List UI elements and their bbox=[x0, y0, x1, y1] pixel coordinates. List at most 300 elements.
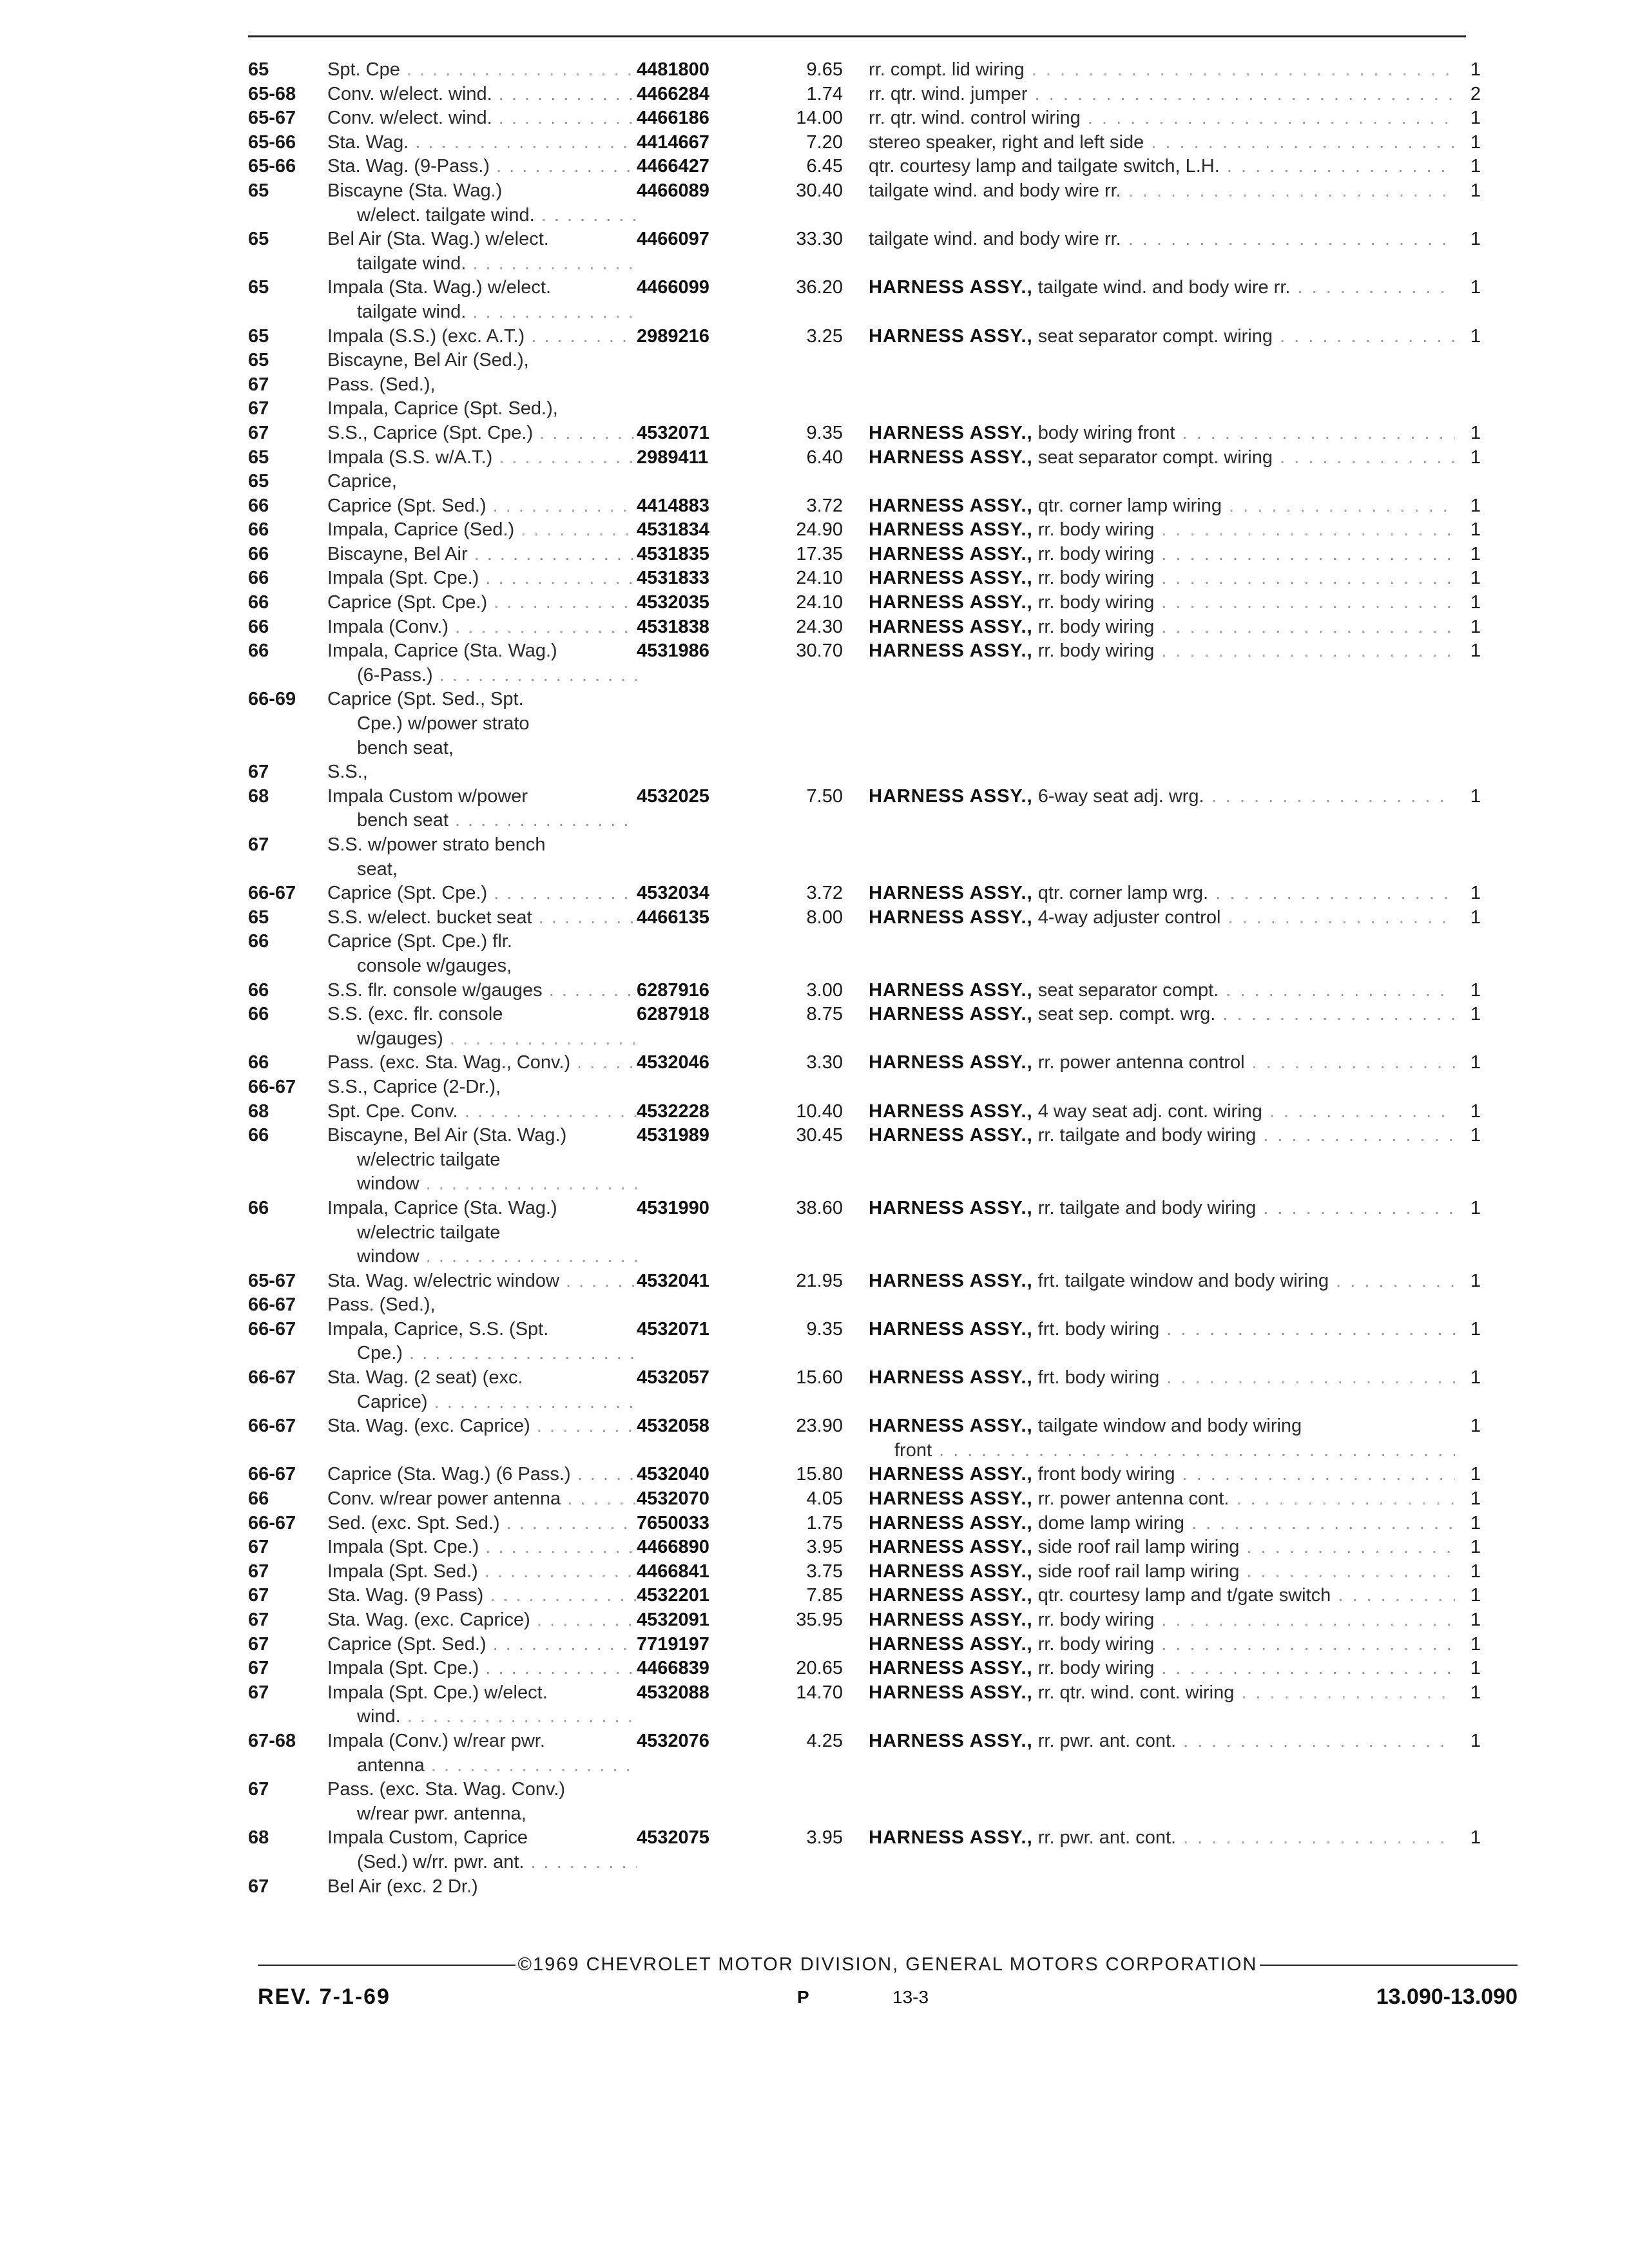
table-row bbox=[248, 1051, 1505, 1075]
list-price: 3.72 bbox=[806, 883, 843, 904]
model-description bbox=[327, 833, 637, 881]
quantity: 1 bbox=[1470, 1270, 1481, 1291]
model-year: 66 bbox=[248, 519, 269, 541]
description-line bbox=[869, 1439, 1455, 1463]
quantity: 1 bbox=[1470, 1052, 1481, 1073]
part-description bbox=[843, 518, 1455, 543]
model-year: 65 bbox=[248, 277, 269, 298]
model-line: window . . . bbox=[327, 1172, 637, 1196]
part-name: HARNESS ASSY., bbox=[869, 1004, 1033, 1025]
model-year: 66-67 bbox=[248, 1512, 296, 1533]
model-line: Impala (Conv.) w/rear pwr. bbox=[327, 1730, 545, 1751]
part-name: HARNESS ASSY., bbox=[869, 979, 1033, 1001]
model-description bbox=[327, 1681, 637, 1729]
model-year: 66 bbox=[248, 616, 269, 637]
model-line: Sta. Wag. w/electric window . . . bbox=[327, 1269, 637, 1294]
part-name: HARNESS ASSY., bbox=[869, 592, 1033, 613]
table-row bbox=[248, 1124, 1505, 1196]
model-line: w/electric tailgate bbox=[357, 1149, 501, 1170]
model-description bbox=[327, 227, 637, 276]
model-description bbox=[327, 1293, 637, 1318]
quantity: 1 bbox=[1470, 1730, 1481, 1751]
quantity: 1 bbox=[1470, 1004, 1481, 1025]
model-description bbox=[327, 1512, 637, 1536]
model-line: S.S., bbox=[327, 762, 368, 783]
part-detail: rr. power antenna cont. bbox=[1037, 1488, 1229, 1510]
model-line: Impala (Spt. Cpe.) w/elect. bbox=[327, 1682, 548, 1703]
model-year: 67 bbox=[248, 762, 269, 783]
model-line: console w/gauges, bbox=[357, 955, 512, 976]
model-line: Caprice (Spt. Cpe.) . . . bbox=[327, 591, 637, 615]
description-line bbox=[869, 1657, 1455, 1681]
table-row bbox=[248, 760, 1505, 785]
description-line bbox=[869, 566, 1455, 591]
part-detail: qtr. courtesy lamp and t/gate switch bbox=[1037, 1585, 1331, 1606]
list-price: 7.50 bbox=[806, 785, 843, 807]
part-number: 4532071 bbox=[637, 422, 709, 443]
part-description bbox=[843, 1318, 1455, 1342]
table-row bbox=[248, 1318, 1505, 1366]
table-row bbox=[248, 1075, 1505, 1100]
model-line: w/gauges) . . . bbox=[327, 1027, 637, 1052]
description-line bbox=[869, 1051, 1455, 1075]
part-name: HARNESS ASSY., bbox=[869, 1318, 1033, 1340]
quantity: 1 bbox=[1470, 616, 1481, 637]
part-name: HARNESS ASSY., bbox=[869, 907, 1033, 928]
model-line: Pass. (exc. Sta. Wag. Conv.) bbox=[327, 1779, 566, 1800]
table-row bbox=[248, 1269, 1505, 1294]
model-line: Impala (Sta. Wag.) w/elect. bbox=[327, 277, 552, 298]
model-description bbox=[327, 979, 637, 1003]
part-description bbox=[843, 155, 1455, 179]
part-name: HARNESS ASSY., bbox=[869, 1561, 1033, 1582]
description-line bbox=[869, 1463, 1455, 1487]
table-row bbox=[248, 543, 1505, 567]
model-line: Spt. Cpe . . . bbox=[327, 58, 637, 82]
model-year: 65 bbox=[248, 180, 269, 201]
list-price: 14.00 bbox=[796, 108, 843, 129]
quantity: 1 bbox=[1470, 1561, 1481, 1582]
part-detail: rr. body wiring bbox=[1037, 592, 1155, 613]
quantity: 1 bbox=[1470, 422, 1481, 443]
page-number: 13-3 bbox=[892, 1987, 929, 2007]
part-number: 4466841 bbox=[637, 1561, 709, 1582]
part-detail: rr. tailgate and body wiring bbox=[1037, 1125, 1257, 1146]
part-number: 4531834 bbox=[637, 519, 709, 541]
description-line bbox=[869, 1512, 1455, 1536]
model-line: Caprice (Spt. Sed.) . . . bbox=[327, 1633, 637, 1657]
model-line: Impala, Caprice (Sta. Wag.) bbox=[327, 1197, 557, 1218]
description-line bbox=[869, 906, 1455, 930]
quantity: 1 bbox=[1470, 1610, 1481, 1630]
description-line bbox=[869, 591, 1455, 615]
list-price: 3.72 bbox=[806, 495, 843, 516]
part-detail: dome lamp wiring bbox=[1037, 1512, 1184, 1533]
model-line: wind. . . . bbox=[327, 1705, 637, 1729]
model-year: 65-67 bbox=[248, 108, 296, 129]
table-row bbox=[248, 1366, 1505, 1414]
list-price: 4.05 bbox=[806, 1488, 843, 1510]
part-number: 4531838 bbox=[637, 616, 709, 637]
part-name: HARNESS ASSY., bbox=[869, 277, 1033, 298]
part-name: HARNESS ASSY., bbox=[869, 568, 1033, 589]
description-line bbox=[869, 1608, 1455, 1633]
part-description bbox=[843, 1560, 1455, 1584]
list-price: 24.10 bbox=[796, 592, 843, 613]
part-number: 4531833 bbox=[637, 568, 709, 589]
list-price: 3.75 bbox=[806, 1561, 843, 1582]
list-price: 6.45 bbox=[806, 156, 843, 177]
model-description bbox=[327, 615, 637, 640]
model-year: 68 bbox=[248, 785, 269, 807]
quantity: 1 bbox=[1470, 1318, 1481, 1340]
model-description bbox=[327, 1318, 637, 1366]
footer-rule-right bbox=[1260, 1965, 1518, 1966]
quantity: 1 bbox=[1470, 785, 1481, 807]
part-detail: tailgate wind. and body wire rr. bbox=[869, 229, 1121, 250]
description-line bbox=[869, 131, 1455, 155]
model-description bbox=[327, 446, 637, 470]
description-line bbox=[869, 494, 1455, 519]
quantity: 1 bbox=[1470, 1416, 1481, 1437]
table-row bbox=[248, 1293, 1505, 1318]
model-line: (6-Pass.) . . . bbox=[327, 664, 637, 688]
part-description bbox=[843, 591, 1455, 615]
model-description bbox=[327, 1003, 637, 1051]
model-description bbox=[327, 373, 637, 398]
part-number: 2989216 bbox=[637, 325, 709, 347]
quantity: 1 bbox=[1470, 59, 1481, 80]
part-number: 4532046 bbox=[637, 1052, 709, 1073]
table-row bbox=[248, 1512, 1505, 1536]
table-row bbox=[248, 155, 1505, 179]
model-description bbox=[327, 906, 637, 930]
model-year: 66-67 bbox=[248, 883, 296, 904]
part-description bbox=[843, 106, 1455, 131]
table-row bbox=[248, 1657, 1505, 1681]
part-detail: front bbox=[894, 1439, 932, 1461]
part-description bbox=[843, 1535, 1455, 1560]
description-line bbox=[869, 1100, 1455, 1124]
model-description bbox=[327, 881, 637, 906]
table-row bbox=[248, 906, 1505, 930]
part-number: 4532057 bbox=[637, 1367, 709, 1389]
part-detail: body wiring front bbox=[1037, 422, 1175, 443]
table-row bbox=[248, 1584, 1505, 1608]
quantity: 1 bbox=[1470, 447, 1481, 468]
part-detail: stereo speaker, right and left side bbox=[869, 131, 1144, 153]
model-line: Impala Custom w/power bbox=[327, 785, 528, 807]
quantity: 1 bbox=[1470, 1100, 1481, 1122]
list-price: 14.70 bbox=[796, 1682, 843, 1703]
model-line: Caprice, bbox=[327, 471, 397, 492]
model-line: S.S. w/elect. bucket seat . . . bbox=[327, 906, 637, 930]
model-line: Cpe.) w/power strato bbox=[357, 713, 530, 735]
model-line: S.S. w/power strato bench bbox=[327, 834, 546, 855]
quantity: 1 bbox=[1470, 979, 1481, 1001]
table-row bbox=[248, 518, 1505, 543]
part-number: 2989411 bbox=[637, 447, 709, 468]
description-line bbox=[869, 421, 1455, 446]
page-footer bbox=[258, 1984, 1518, 2017]
description-line bbox=[869, 1269, 1455, 1294]
quantity: 1 bbox=[1470, 1658, 1481, 1679]
model-line: S.S. (exc. flr. console bbox=[327, 1004, 503, 1025]
table-row bbox=[248, 179, 1505, 227]
model-line: w/rear pwr. antenna, bbox=[357, 1803, 526, 1824]
list-price: 7.20 bbox=[806, 131, 843, 153]
part-detail: rr. power antenna control bbox=[1037, 1052, 1245, 1073]
model-year: 67-68 bbox=[248, 1730, 296, 1751]
model-year: 66 bbox=[248, 592, 269, 613]
quantity: 1 bbox=[1470, 1488, 1481, 1510]
model-year: 65 bbox=[248, 447, 269, 468]
model-line: Impala Custom, Caprice bbox=[327, 1827, 528, 1849]
part-detail: rr. qtr. wind. jumper bbox=[869, 83, 1028, 104]
part-detail: rr. body wiring bbox=[1037, 568, 1155, 589]
table-row bbox=[248, 1729, 1505, 1778]
part-detail: rr. pwr. ant. cont. bbox=[1037, 1827, 1177, 1849]
part-detail: 4-way adjuster control bbox=[1037, 907, 1221, 928]
model-line: w/electric tailgate bbox=[357, 1222, 501, 1243]
table-row bbox=[248, 446, 1505, 470]
part-number: 4466099 bbox=[637, 277, 709, 298]
list-price: 38.60 bbox=[796, 1197, 843, 1218]
list-price: 35.95 bbox=[796, 1610, 843, 1630]
model-line: seat, bbox=[357, 858, 398, 879]
model-year: 66 bbox=[248, 979, 269, 1001]
model-description bbox=[327, 1196, 637, 1269]
part-number: 4532034 bbox=[637, 883, 709, 904]
model-year: 67 bbox=[248, 1682, 269, 1703]
part-description bbox=[843, 1512, 1455, 1536]
model-line: (Sed.) w/rr. pwr. ant. . . . bbox=[327, 1850, 637, 1875]
model-year: 66-67 bbox=[248, 1464, 296, 1485]
model-description bbox=[327, 1826, 637, 1874]
model-year: 66-67 bbox=[248, 1318, 296, 1340]
table-row bbox=[248, 373, 1505, 398]
part-detail: rr. body wiring bbox=[1037, 616, 1155, 637]
list-price: 3.00 bbox=[806, 979, 843, 1001]
quantity: 1 bbox=[1470, 1464, 1481, 1485]
model-line: bench seat, bbox=[357, 737, 454, 758]
part-number: 4532091 bbox=[637, 1610, 709, 1630]
part-detail: rr. body wiring bbox=[1037, 640, 1155, 662]
model-description bbox=[327, 1778, 637, 1826]
part-number: 4466186 bbox=[637, 108, 709, 129]
model-line: Impala, Caprice (Sta. Wag.) bbox=[327, 640, 557, 662]
part-name: HARNESS ASSY., bbox=[869, 495, 1033, 516]
part-description bbox=[843, 1681, 1455, 1706]
model-description bbox=[327, 494, 637, 519]
model-description bbox=[327, 155, 637, 179]
list-price: 4.25 bbox=[806, 1730, 843, 1751]
model-description bbox=[327, 349, 637, 373]
model-line: S.S., Caprice (2-Dr.), bbox=[327, 1076, 501, 1097]
part-description bbox=[843, 325, 1455, 349]
list-price: 15.80 bbox=[796, 1464, 843, 1485]
quantity: 1 bbox=[1470, 1537, 1481, 1558]
model-description bbox=[327, 1075, 637, 1100]
part-number: 4466890 bbox=[637, 1537, 709, 1558]
description-line bbox=[869, 1124, 1455, 1148]
part-description bbox=[843, 446, 1455, 470]
description-line bbox=[869, 58, 1455, 82]
table-row bbox=[248, 1463, 1505, 1487]
part-number: 4532228 bbox=[637, 1100, 709, 1122]
quantity: 1 bbox=[1470, 1125, 1481, 1146]
part-description bbox=[843, 1051, 1455, 1075]
quantity: 2 bbox=[1470, 83, 1481, 104]
model-description bbox=[327, 1487, 637, 1512]
part-description bbox=[843, 785, 1455, 809]
model-line: Pass. (exc. Sta. Wag., Conv.) . . . bbox=[327, 1051, 637, 1075]
model-year: 65 bbox=[248, 59, 269, 80]
model-description bbox=[327, 760, 637, 785]
section-letter: P bbox=[797, 1987, 809, 2007]
model-line: tailgate wind. . . . bbox=[327, 300, 637, 325]
part-description bbox=[843, 906, 1455, 930]
model-description bbox=[327, 1584, 637, 1608]
part-number: 4481800 bbox=[637, 59, 709, 80]
model-year: 67 bbox=[248, 1585, 269, 1606]
part-description bbox=[843, 1729, 1455, 1754]
model-description bbox=[327, 82, 637, 107]
part-number: 4531990 bbox=[637, 1197, 709, 1218]
model-line: Impala, Caprice (Spt. Sed.), bbox=[327, 398, 558, 419]
part-name: HARNESS ASSY., bbox=[869, 1052, 1033, 1073]
part-description bbox=[843, 1657, 1455, 1681]
description-line bbox=[869, 227, 1455, 252]
description-line bbox=[869, 1414, 1455, 1439]
part-name: HARNESS ASSY., bbox=[869, 1512, 1033, 1533]
model-description bbox=[327, 1124, 637, 1196]
part-name: HARNESS ASSY., bbox=[869, 1730, 1033, 1751]
part-name: HARNESS ASSY., bbox=[869, 1585, 1033, 1606]
list-price: 6.40 bbox=[806, 447, 843, 468]
part-detail: rr. body wiring bbox=[1037, 1658, 1155, 1679]
table-row bbox=[248, 470, 1505, 494]
quantity: 1 bbox=[1470, 1682, 1481, 1703]
table-row bbox=[248, 1608, 1505, 1633]
list-price: 3.30 bbox=[806, 1052, 843, 1073]
model-year: 65-68 bbox=[248, 83, 296, 104]
model-description bbox=[327, 179, 637, 227]
list-price: 1.75 bbox=[806, 1512, 843, 1533]
quantity: 1 bbox=[1470, 519, 1481, 541]
list-price: 30.40 bbox=[796, 180, 843, 201]
part-detail: tailgate wind. and body wire rr. bbox=[869, 180, 1121, 201]
part-number: 4532041 bbox=[637, 1270, 709, 1291]
table-row bbox=[248, 930, 1505, 978]
top-rule bbox=[248, 35, 1466, 37]
list-price: 24.10 bbox=[796, 568, 843, 589]
part-description bbox=[843, 639, 1455, 664]
model-line: Sta. Wag. . . . bbox=[327, 131, 637, 155]
description-line bbox=[869, 1729, 1455, 1754]
model-year: 66 bbox=[248, 931, 269, 952]
part-description bbox=[843, 615, 1455, 640]
quantity: 1 bbox=[1470, 229, 1481, 250]
description-line bbox=[869, 1681, 1455, 1706]
quantity: 1 bbox=[1470, 108, 1481, 129]
model-description bbox=[327, 1633, 637, 1657]
table-row bbox=[248, 833, 1505, 881]
part-description bbox=[843, 82, 1455, 107]
part-number: 4414883 bbox=[637, 495, 709, 516]
model-year: 67 bbox=[248, 1633, 269, 1655]
part-name: HARNESS ASSY., bbox=[869, 1633, 1033, 1655]
model-year: 66 bbox=[248, 1052, 269, 1073]
part-name: HARNESS ASSY., bbox=[869, 1537, 1033, 1558]
group-reference: 13.090-13.090 bbox=[1376, 1984, 1518, 2009]
model-year: 66 bbox=[248, 1004, 269, 1025]
model-line: Conv. w/elect. wind. . . . bbox=[327, 82, 637, 107]
table-row bbox=[248, 687, 1505, 760]
model-year: 65 bbox=[248, 325, 269, 347]
model-year: 65 bbox=[248, 350, 269, 371]
part-detail: seat separator compt. bbox=[1037, 979, 1219, 1001]
part-number: 4532025 bbox=[637, 785, 709, 807]
table-row bbox=[248, 1875, 1505, 1899]
model-line: w/elect. tailgate wind. . . . bbox=[327, 204, 637, 228]
model-description bbox=[327, 131, 637, 155]
part-detail: rr. compt. lid wiring bbox=[869, 59, 1025, 80]
model-description bbox=[327, 1414, 637, 1439]
model-line: Biscayne, Bel Air (Sed.), bbox=[327, 350, 529, 371]
quantity: 1 bbox=[1470, 1367, 1481, 1389]
copyright-text: ©1969 CHEVROLET MOTOR DIVISION, GENERAL MOTORS CORPORATION bbox=[517, 1954, 1258, 1975]
part-description bbox=[843, 1584, 1455, 1608]
description-line bbox=[869, 543, 1455, 567]
model-line: antenna . . . bbox=[327, 1754, 637, 1778]
description-line bbox=[869, 881, 1455, 906]
part-name: HARNESS ASSY., bbox=[869, 1464, 1033, 1485]
model-year: 67 bbox=[248, 1561, 269, 1582]
description-line bbox=[869, 1584, 1455, 1608]
model-year: 67 bbox=[248, 1537, 269, 1558]
table-row bbox=[248, 421, 1505, 446]
part-description bbox=[843, 543, 1455, 567]
part-description bbox=[843, 1608, 1455, 1633]
model-line: Impala (Spt. Cpe.) . . . bbox=[327, 1657, 637, 1681]
model-year: 65-66 bbox=[248, 131, 296, 153]
part-name: HARNESS ASSY., bbox=[869, 1367, 1033, 1389]
part-description bbox=[843, 1100, 1455, 1124]
part-name: HARNESS ASSY., bbox=[869, 1100, 1033, 1122]
model-year: 66 bbox=[248, 1125, 269, 1146]
description-line bbox=[869, 1366, 1455, 1390]
list-price: 15.60 bbox=[796, 1367, 843, 1389]
part-name: HARNESS ASSY., bbox=[869, 543, 1033, 564]
part-number: 4532035 bbox=[637, 592, 709, 613]
table-row bbox=[248, 979, 1505, 1003]
list-price: 8.00 bbox=[806, 907, 843, 928]
part-description bbox=[843, 1366, 1455, 1390]
part-detail: 6-way seat adj. wrg. bbox=[1037, 785, 1204, 807]
part-description bbox=[843, 1003, 1455, 1027]
model-line: Impala (Spt. Cpe.) . . . bbox=[327, 566, 637, 591]
table-row bbox=[248, 1487, 1505, 1512]
description-line bbox=[869, 518, 1455, 543]
part-number: 4532040 bbox=[637, 1464, 709, 1485]
part-description bbox=[843, 1487, 1455, 1512]
list-price: 1.74 bbox=[806, 83, 843, 104]
list-price: 36.20 bbox=[796, 277, 843, 298]
model-description bbox=[327, 1608, 637, 1633]
model-line: Pass. (Sed.), bbox=[327, 1294, 436, 1316]
table-row bbox=[248, 1681, 1505, 1729]
